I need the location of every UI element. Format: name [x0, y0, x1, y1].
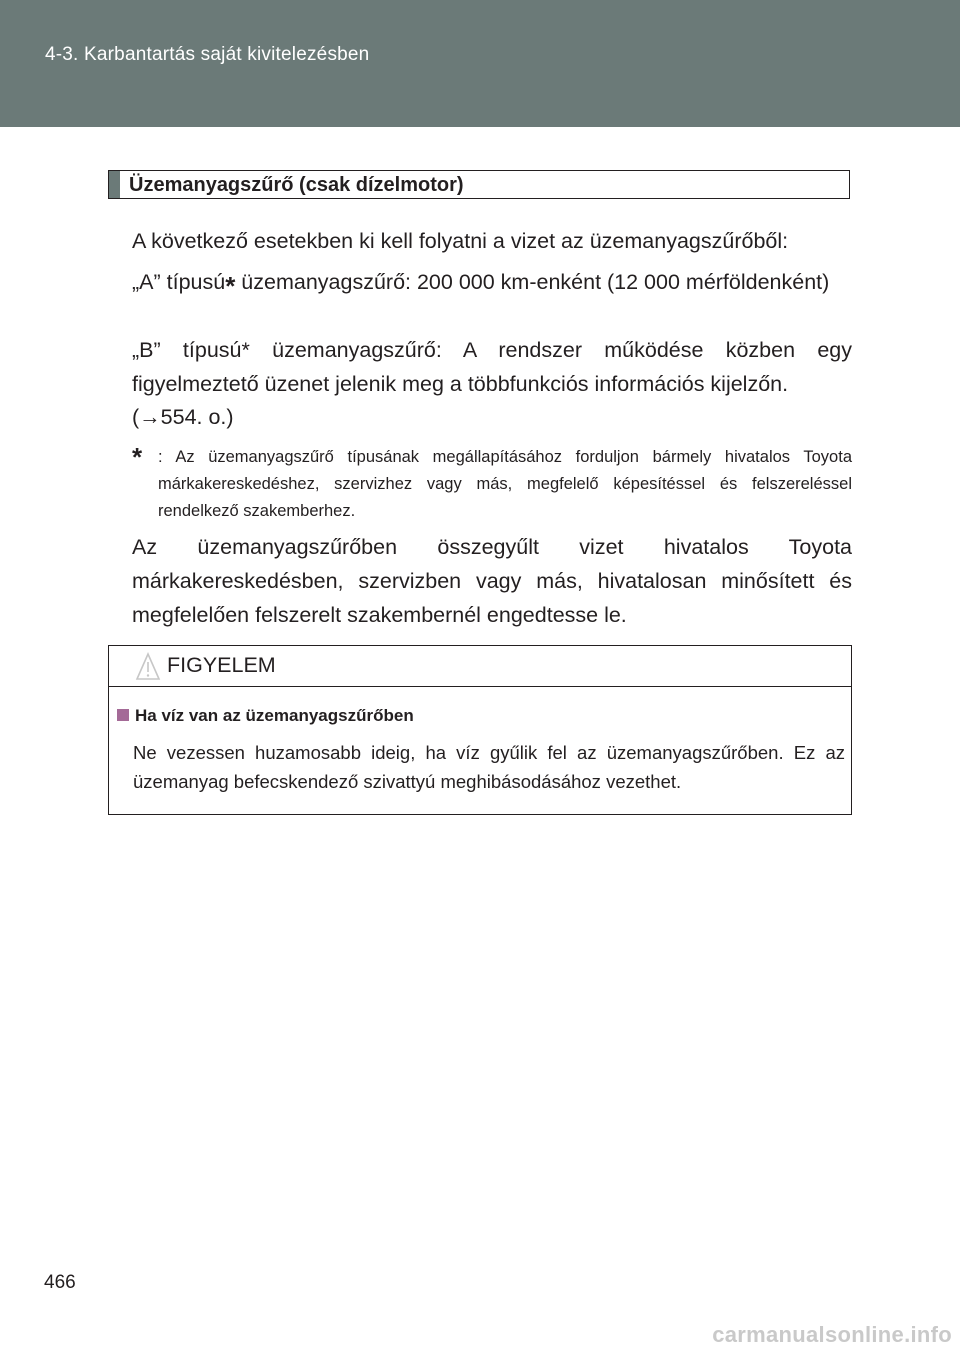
type-a-label: „A” típusú [132, 270, 226, 294]
warning-subtitle [117, 706, 414, 726]
type-a-text: üzemanyagszűrő: 200 000 km-enként (12 000 mérföldenként) [235, 270, 830, 294]
chapter-title: 4-3. Karbantartás saját kivitelezésben [45, 44, 370, 65]
paragraph-service: Az üzemanyagszűrőben összegyűlt vizet hivatalos Toyota márkakereskedésben, szervizben vagy más, hivatalosan minősített és megfelelően felszerelt szakembernél engedtesse le. [132, 535, 852, 627]
section-title: Üzemanyagszűrő (csak dízelmotor) [129, 174, 464, 196]
footnote-asterisk: * [132, 442, 143, 472]
paragraph-type-a [132, 265, 852, 299]
footnote-text: : Az üzemanyagszűrő típusának megállapításához forduljon bármely hivatalos Toyota márkakereskedéshez, szervizhez vagy más, megfelelő képesítéssel és felszereléssel rendelkező szakemberhez. [158, 448, 852, 520]
warning-subtitle-text: Ha víz van az üzemanyagszűrőben [135, 706, 414, 725]
section-heading [108, 170, 850, 199]
warning-label: FIGYELEM [167, 653, 276, 677]
section-heading-bar [109, 171, 120, 198]
footnote [132, 444, 852, 525]
paragraph-type-b: „B” típusú* üzemanyagszűrő: A rendszer működése közben egy figyelmeztető üzenet jelenik meg a többfunkciós információs kijelzőn. [132, 338, 852, 396]
warning-triangle-icon [135, 652, 161, 682]
warning-header [109, 646, 851, 687]
page-number: 466 [44, 1272, 76, 1293]
warning-text: Ne vezessen huzamosabb ideig, ha víz gyűlik fel az üzemanyagszűrőben. Ez az üzemanyag befecskendező szivattyú meghibásodásához vezethet. [133, 742, 845, 792]
paragraph-intro: A következő esetekben ki kell folyatni a vizet az üzemanyagszűrőből: [132, 229, 789, 253]
watermark: carmanualsonline.info [712, 1322, 952, 1347]
page-header [0, 0, 960, 127]
asterisk-mark: * [225, 271, 236, 301]
page-reference: (→554. o.) [132, 405, 234, 429]
square-bullet-icon [117, 709, 129, 721]
warning-box [108, 645, 852, 815]
